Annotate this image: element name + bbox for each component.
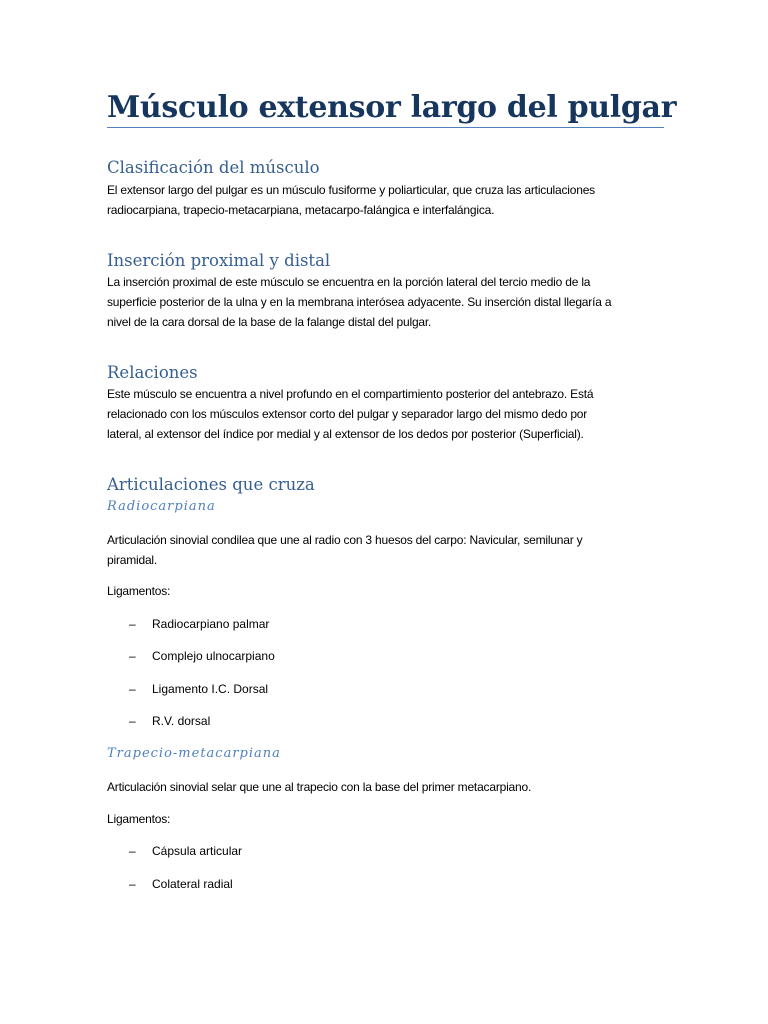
list-item-label: Colateral radial	[152, 877, 233, 891]
heading-insercion: Inserción proximal y distal	[107, 251, 331, 270]
heading-clasificacion: Clasificación del músculo	[107, 158, 320, 177]
dash-bullet: –	[129, 714, 136, 728]
paragraph-line: El extensor largo del pulgar es un músculo fusiforme y poliarticular, que cruza las articulaciones	[107, 183, 595, 197]
list-item	[129, 712, 210, 730]
list-item	[129, 680, 268, 698]
heading-relaciones: Relaciones	[107, 363, 198, 382]
paragraph-line: radiocarpiana, trapecio-metacarpiana, metacarpo-falángica e interfalángica.	[107, 203, 495, 217]
list-item	[129, 842, 242, 860]
subheading-radiocarpiana: Radiocarpiana	[107, 499, 216, 514]
list-item	[129, 647, 275, 665]
paragraph-insercion	[107, 272, 667, 332]
paragraph-line: Articulación sinovial selar que une al trapecio con la base del primer metacarpiano.	[107, 780, 532, 794]
list-item-label: Ligamento I.C. Dorsal	[152, 682, 269, 696]
paragraph-trapecio-metacarpiana	[107, 777, 667, 797]
paragraph-line: superficie posterior de la ulna y en la membrana interósea adyacente. Su inserción distal llegaría a	[107, 295, 612, 309]
heading-articulaciones: Articulaciones que cruza	[107, 475, 315, 494]
paragraph-line: relacionado con los músculos extensor corto del pulgar y separador largo del mismo dedo por	[107, 407, 588, 421]
paragraph-relaciones	[107, 384, 667, 444]
paragraph-line: piramidal.	[107, 553, 158, 567]
list-item-label: Cápsula articular	[152, 844, 243, 858]
paragraph-radiocarpiana	[107, 530, 667, 570]
paragraph-line: Este músculo se encuentra a nivel profundo en el compartimiento posterior del antebrazo. Está	[107, 387, 594, 401]
dash-bullet: –	[129, 682, 136, 696]
paragraph-line: nivel de la cara dorsal de la base de la falange distal del pulgar.	[107, 315, 432, 329]
list-item	[129, 615, 269, 633]
dash-bullet: –	[129, 844, 136, 858]
ligamentos-label: Ligamentos:	[107, 812, 171, 826]
page-title: Músculo extensor largo del pulgar	[107, 90, 677, 125]
ligamentos-label-radiocarpiana	[107, 581, 667, 601]
paragraph-line: Articulación sinovial condilea que une al radio con 3 huesos del carpo: Navicular, semilunar y	[107, 533, 583, 547]
list-item-label: Radiocarpiano palmar	[152, 617, 270, 631]
list-item-label: R.V. dorsal	[152, 714, 211, 728]
dash-bullet: –	[129, 877, 136, 891]
ligamentos-label-trapecio	[107, 809, 667, 829]
paragraph-line: La inserción proximal de este músculo se encuentra en la porción lateral del tercio medio de la	[107, 275, 591, 289]
paragraph-clasificacion	[107, 180, 667, 220]
list-item-label: Complejo ulnocarpiano	[152, 649, 275, 663]
ligamentos-label: Ligamentos:	[107, 584, 171, 598]
list-item	[129, 875, 233, 893]
dash-bullet: –	[129, 649, 136, 663]
dash-bullet: –	[129, 617, 136, 631]
subheading-trapecio-metacarpiana: Trapecio-metacarpiana	[107, 746, 281, 761]
title-underline	[107, 127, 664, 128]
paragraph-line: lateral, al extensor del índice por medial y al extensor de los dedos por posterior (Superficial).	[107, 427, 584, 441]
